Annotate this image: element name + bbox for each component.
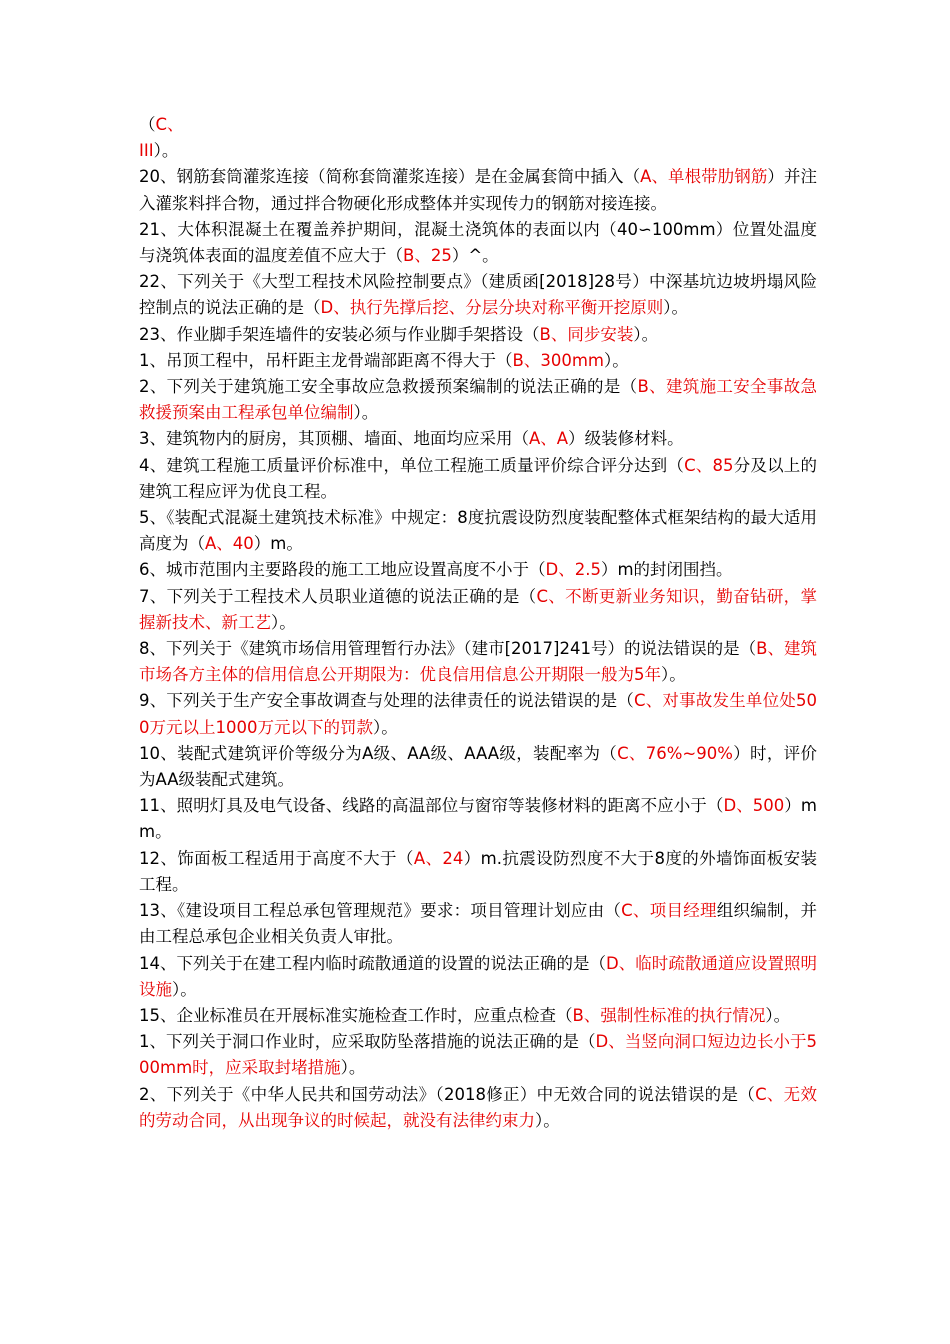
answer-text: C、项目经理 — [621, 901, 717, 921]
question-paragraph — [139, 453, 817, 505]
question-text: 12、饰面板工程适用于高度不大于（ — [139, 848, 414, 868]
question-text: 4、建筑工程施工质量评价标准中，单位工程施工质量评价综合评分达到（ — [139, 455, 685, 475]
question-text: 9、下列关于生产安全事故调查与处理的法律责任的说法错误的是（ — [139, 691, 634, 711]
question-text: ）^。 — [451, 246, 499, 266]
question-text: ）。 — [353, 403, 379, 423]
answer-text: A、24 — [413, 848, 464, 868]
question-paragraph — [139, 636, 817, 688]
question-paragraph — [139, 584, 817, 636]
question-text: 22、下列关于《大型工程技术风险控制要点》（建质函[2018]28号）中深基坑边坡坍塌风险控制点的说法正确的是（ — [139, 272, 817, 318]
question-text: 2、下列关于《中华人民共和国劳动法》（2018修正）中无效合同的说法错误的是（ — [139, 1084, 756, 1104]
question-paragraph — [139, 741, 817, 793]
answer-text: B、同步安装 — [539, 324, 634, 344]
answer-text: B、建筑市场各方主体的信用信息公开期限为：优良信用信息公开期限一般为5年 — [139, 639, 817, 685]
answer-text: C、85 — [684, 455, 734, 475]
question-text: 11、照明灯具及电气设备、线路的高温部位与窗帘等装修材料的距离不应小于（ — [139, 796, 724, 816]
question-paragraph — [139, 1003, 817, 1029]
question-text: ）时，评价为AA级装配式建筑。 — [139, 743, 817, 790]
answer-text: C、 — [155, 115, 184, 134]
question-text: 1、下列关于洞口作业时，应采取防坠落措施的说法正确的是（ — [139, 1032, 596, 1052]
answer-text: C、76%~90% — [617, 743, 733, 763]
question-paragraph — [139, 348, 817, 374]
question-paragraph — [139, 322, 817, 348]
answer-text: D、500 — [723, 796, 785, 816]
answer-text: B、25 — [403, 246, 452, 266]
question-text: 2、下列关于建筑施工安全事故应急救援预案编制的说法正确的是（ — [139, 377, 638, 397]
question-text: （ — [139, 115, 156, 134]
question-text: ）m.抗震设防烈度不大于8度的外墙饰面板安装工程。 — [139, 848, 817, 894]
question-text: 6、城市范围内主要路段的施工工地应设置高度不小于（ — [139, 560, 546, 580]
question-paragraph — [139, 557, 817, 583]
question-text: ）。 — [663, 298, 688, 318]
question-text: ）。 — [340, 1058, 366, 1078]
question-paragraph — [139, 688, 817, 740]
answer-text: B、建筑施工安全事故急救援预案由工程承包单位编制 — [139, 377, 818, 423]
question-text: ）mm。 — [139, 796, 817, 842]
question-text: 15、企业标准员在开展标准实施检查工作时，应重点检查（ — [139, 1005, 573, 1025]
question-text: 21、大体积混凝土在覆盖养护期间，混凝土浇筑体的表面以内（40∽100mm）位置处温度与浇筑体表面的温度差值不应大于（ — [139, 219, 817, 266]
question-text: ）m。 — [253, 534, 303, 554]
answer-text: C、对事故发生单位处500万元以上1000万元以下的罚款 — [139, 691, 817, 737]
question-text: ）。 — [633, 324, 659, 344]
question-paragraph — [139, 426, 817, 452]
question-text: ）。 — [153, 141, 179, 161]
question-paragraph — [139, 793, 817, 845]
question-text: 20、钢筋套筒灌浆连接（简称套筒灌浆连接）是在金属套筒中插入（ — [139, 167, 641, 187]
question-text: ）m的封闭围挡。 — [600, 560, 733, 580]
question-text: ）。 — [172, 979, 197, 999]
question-text: ）。 — [373, 717, 398, 737]
answer-text: III — [139, 141, 154, 161]
question-text: 5、《装配式混凝土建筑技术标准》中规定：8度抗震设防烈度装配整体式框架结构的最大适用高度为（ — [139, 508, 817, 554]
document-body — [139, 112, 817, 1134]
question-paragraph — [139, 1082, 817, 1134]
question-text: ）。 — [603, 350, 629, 370]
question-paragraph — [139, 164, 817, 216]
question-text: 10、装配式建筑评价等级分为A级、AA级、AAA级，装配率为（ — [139, 743, 618, 763]
question-text: 23、作业脚手架连墙件的安装必须与作业脚手架搭设（ — [139, 324, 540, 344]
answer-text: A、40 — [205, 534, 254, 554]
question-paragraph — [139, 505, 817, 557]
answer-text: D、执行先撑后挖、分层分块对称平衡开挖原则 — [320, 298, 664, 318]
question-paragraph — [139, 217, 817, 269]
answer-text: D、2.5 — [545, 560, 601, 580]
answer-text: A、A — [529, 429, 569, 449]
question-text: 7、下列关于工程技术人员职业道德的说法正确的是（ — [139, 586, 537, 606]
answer-text: C、无效的劳动合同，从出现争议的时候起，就没有法律约束力 — [139, 1084, 817, 1130]
question-text: 组织编制，并由工程总承包企业相关负责人审批。 — [139, 901, 817, 947]
question-text: 13、《建设项目工程总承包管理规范》要求：项目管理计划应由（ — [139, 901, 622, 921]
answer-text: B、300mm — [512, 350, 604, 370]
answer-text: B、强制性标准的执行情况 — [572, 1005, 766, 1025]
answer-text: A、单根带肋钢筋 — [640, 167, 768, 187]
question-paragraph — [139, 374, 817, 426]
question-paragraph — [139, 112, 817, 138]
question-text: ）并注入灌浆料拌合物，通过拌合物硬化形成整体并实现传力的钢筋对接连接。 — [139, 167, 818, 213]
question-text: ）。 — [765, 1005, 791, 1025]
question-paragraph — [139, 138, 817, 164]
answer-text: D、临时疏散通道应设置照明设施 — [139, 953, 817, 999]
question-text: 分及以上的建筑工程应评为优良工程。 — [139, 455, 817, 501]
answer-text: D、当竖向洞口短边边长小于500mm时，应采取封堵措施 — [139, 1032, 818, 1078]
answer-text: C、不断更新业务知识，勤奋钻研，掌握新技术、新工艺 — [139, 586, 817, 632]
question-paragraph — [139, 269, 817, 321]
question-text: 1、吊顶工程中，吊杆距主龙骨端部距离不得大于（ — [139, 350, 513, 370]
question-text: ）级装修材料。 — [568, 429, 684, 449]
question-text: ）。 — [271, 612, 296, 632]
question-paragraph — [139, 1029, 817, 1081]
question-text: ）。 — [535, 1110, 560, 1130]
question-text: 3、建筑物内的厨房，其顶棚、墙面、地面均应采用（ — [139, 429, 529, 449]
question-text: 8、下列关于《建筑市场信用管理暂行办法》（建市[2017]241号）的说法错误的是（ — [139, 639, 757, 659]
question-text: 14、下列关于在建工程内临时疏散通道的设置的说法正确的是（ — [139, 953, 607, 973]
question-text: ）。 — [661, 665, 686, 685]
question-paragraph — [139, 846, 817, 898]
question-paragraph — [139, 951, 817, 1003]
question-paragraph — [139, 898, 817, 950]
